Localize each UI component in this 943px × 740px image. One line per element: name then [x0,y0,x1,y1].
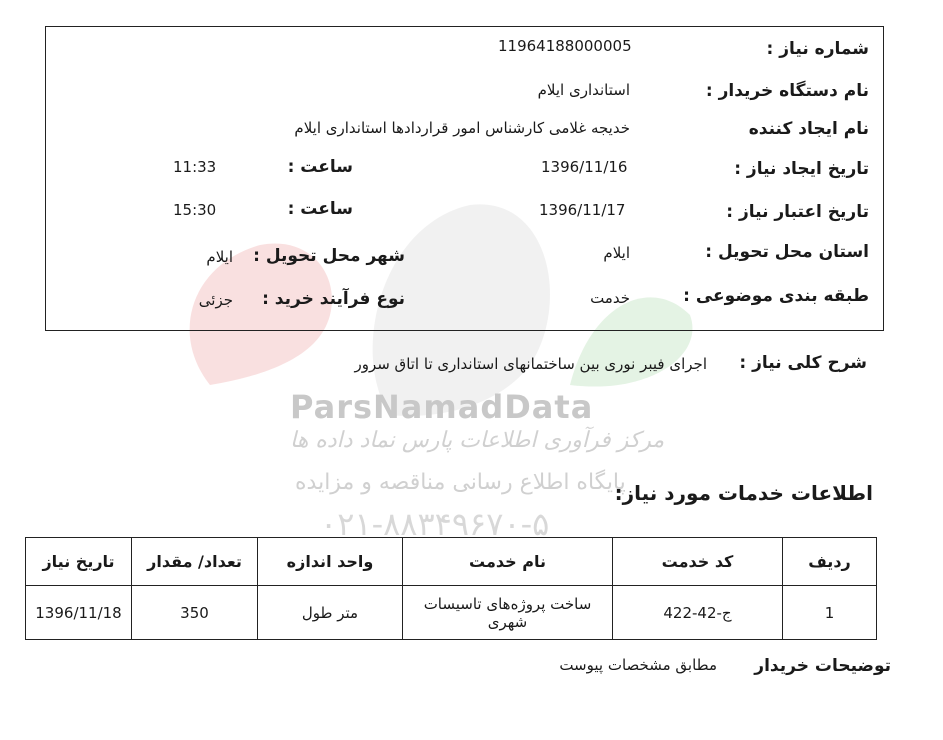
cell-row-number: 1 [783,586,877,640]
services-table [25,537,877,640]
created-date-label: تاریخ ایجاد نیاز : [734,159,869,179]
validity-date-label: تاریخ اعتبار نیاز : [726,202,869,222]
created-time-value: 11:33 [173,158,217,176]
column-header-need-date: تاریخ نیاز [26,538,132,586]
need-number-label: شماره نیاز : [766,39,869,59]
description-value: اجرای فیبر نوری بین ساختمانهای استانداری تا اتاق سرور [354,355,707,373]
watermark-phone: ۰۲۱-۸۸۳۴۹۶۷۰-۵ [320,505,550,543]
created-time-label: ساعت : [287,157,353,177]
validity-time-value: 15:30 [173,201,217,219]
buyer-org-label: نام دستگاه خریدار : [705,81,869,101]
buyer-notes-value: مطابق مشخصات پیوست [559,656,717,674]
table-row [26,586,877,640]
creator-value: خدیجه غلامی کارشناس امور قراردادها استانداری ایلام [294,119,630,137]
need-number-value: 11964188000005 [498,37,632,55]
creator-label: نام ایجاد کننده [748,119,869,139]
validity-time-label: ساعت : [287,199,353,219]
buyer-notes-label: توضیحات خریدار [754,656,891,676]
watermark-line2: پایگاه اطلاع رسانی مناقصه و مزایده [295,470,626,495]
process-type-value: جزئی [198,291,233,309]
created-date-value: 1396/11/16 [541,158,628,176]
delivery-city-label: شهر محل تحویل : [253,246,405,266]
process-type-label: نوع فرآیند خرید : [262,289,405,309]
delivery-city-value: ایلام [206,248,233,266]
category-label: طبقه بندی موضوعی : [683,286,869,306]
cell-unit: متر طول [258,586,403,640]
validity-date-value: 1396/11/17 [539,201,626,219]
cell-need-date: 1396/11/18 [26,586,132,640]
category-value: خدمت [590,289,630,307]
watermark-line1: مرکز فرآوری اطلاعات پارس نماد داده ها [290,428,665,453]
need-details-box [45,26,884,331]
delivery-province-value: ایلام [603,244,630,262]
column-header-service-code: کد خدمت [613,538,783,586]
services-section-title: اطلاعات خدمات مورد نیاز: [614,481,873,505]
cell-quantity: 350 [132,586,258,640]
column-header-row-number: ردیف [783,538,877,586]
cell-service-name: ساخت پروژه‌های تاسیسات شهری [403,586,613,640]
column-header-unit: واحد اندازه [258,538,403,586]
buyer-org-value: استانداری ایلام [537,81,630,99]
column-header-service-name: نام خدمت [403,538,613,586]
description-label: شرح کلی نیاز : [739,353,867,373]
table-header-row [26,538,877,586]
column-header-quantity: تعداد/ مقدار [132,538,258,586]
watermark-brand: ParsNamadData [290,388,594,426]
cell-service-code: ج-42-422 [613,586,783,640]
delivery-province-label: استان محل تحویل : [705,242,869,262]
